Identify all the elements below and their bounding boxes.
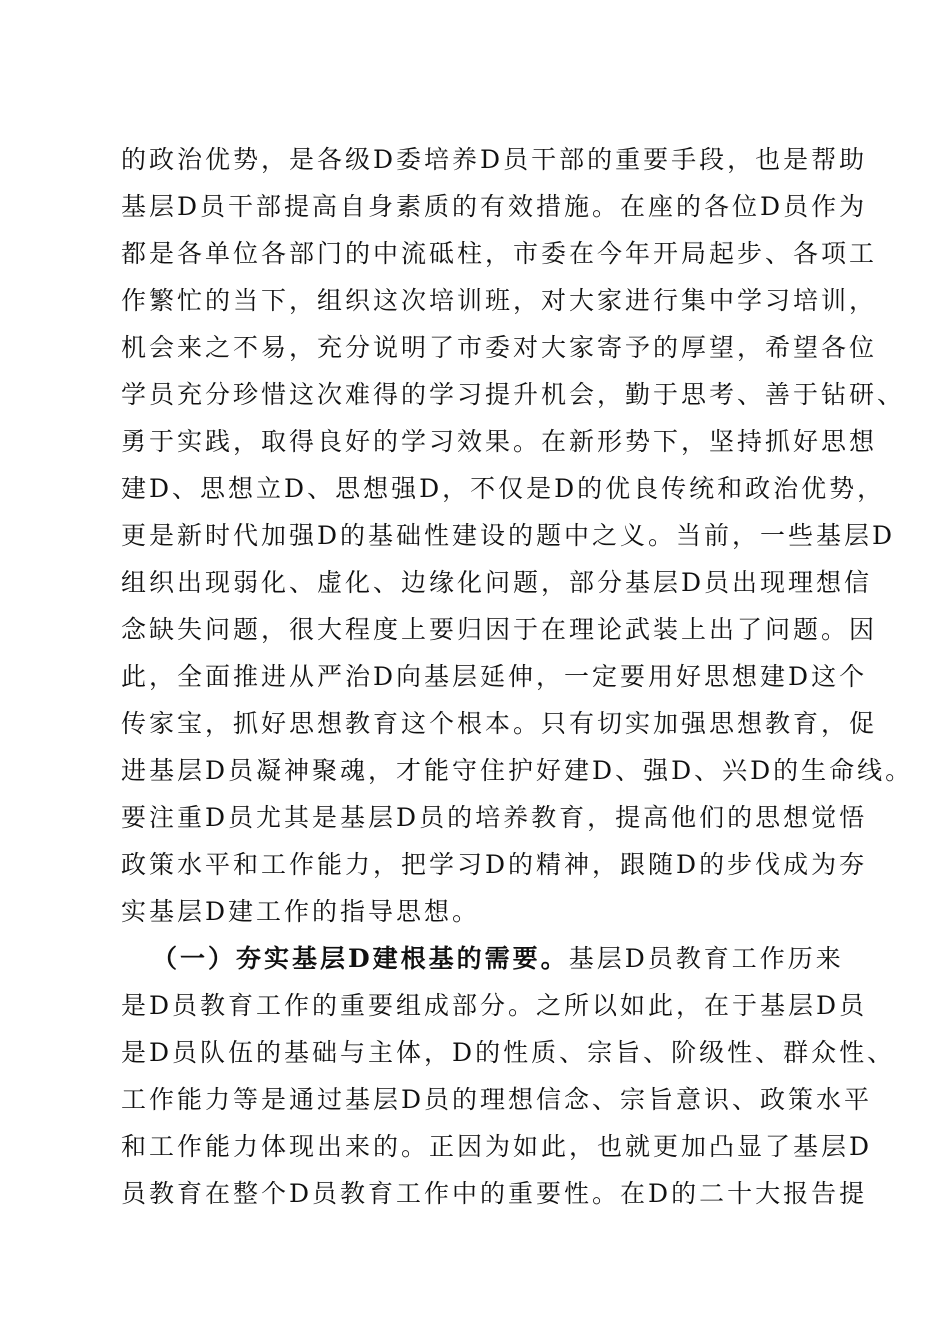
- section-first-line-text: 基层D员教育工作历来: [568, 944, 844, 973]
- text-line: 勇于实践，取得良好的学习效果。在新形势下，坚持抓好思想: [121, 427, 878, 456]
- section-first-line: [152, 939, 872, 979]
- text-line: 基层D员干部提高自身素质的有效措施。在座的各位D员作为: [121, 192, 868, 221]
- text-line: 传家宝，抓好思想教育这个根本。只有切实加强思想教育，促: [121, 709, 878, 738]
- text-line: 政策水平和工作能力，把学习D的精神，跟随D的步伐成为夯: [121, 850, 868, 879]
- text-line: 和工作能力体现出来的。正因为如此，也就更加凸显了基层D: [121, 1132, 873, 1161]
- text-line: 念缺失问题，很大程度上要归因于在理论武装上出了问题。因: [121, 615, 878, 644]
- text-line: 要注重D员尤其是基层D员的培养教育，提高他们的思想觉悟: [121, 803, 868, 832]
- text-line: 的政治优势，是各级D委培养D员干部的重要手段，也是帮助: [121, 145, 868, 174]
- text-line: 组织出现弱化、虚化、边缘化问题，部分基层D员出现理想信: [121, 568, 873, 597]
- text-line: 建D、思想立D、思想强D，不仅是D的优良传统和政治优势，: [121, 474, 886, 503]
- text-line: 学员充分珍惜这次难得的学习提升机会，勤于思考、善于钻研、: [121, 380, 906, 409]
- text-line: 进基层D员凝神聚魂，才能守住护好建D、强D、兴D的生命线。: [121, 756, 914, 785]
- text-line: 工作能力等是通过基层D员的理想信念、宗旨意识、政策水平: [121, 1085, 873, 1114]
- section-heading: （一）夯实基层D建根基的需要。: [152, 944, 569, 973]
- text-line: 员教育在整个D员教育工作中的重要性。在D的二十大报告提: [121, 1179, 868, 1208]
- text-line: 都是各单位各部门的中流砥柱，市委在今年开局起步、各项工: [121, 239, 878, 268]
- text-line: 作繁忙的当下，组织这次培训班，对大家进行集中学习培训，: [121, 286, 878, 315]
- text-line: 更是新时代加强D的基础性建设的题中之义。当前，一些基层D: [121, 521, 896, 550]
- text-line: 是D员教育工作的重要组成部分。之所以如此，在于基层D员: [121, 991, 868, 1020]
- text-line: 是D员队伍的基础与主体，D的性质、宗旨、阶级性、群众性、: [121, 1038, 896, 1067]
- text-line: 实基层D建工作的指导思想。: [121, 897, 481, 926]
- text-line: 机会来之不易，充分说明了市委对大家寄予的厚望，希望各位: [121, 333, 878, 362]
- text-line: 此，全面推进从严治D向基层延伸，一定要用好思想建D这个: [121, 662, 868, 691]
